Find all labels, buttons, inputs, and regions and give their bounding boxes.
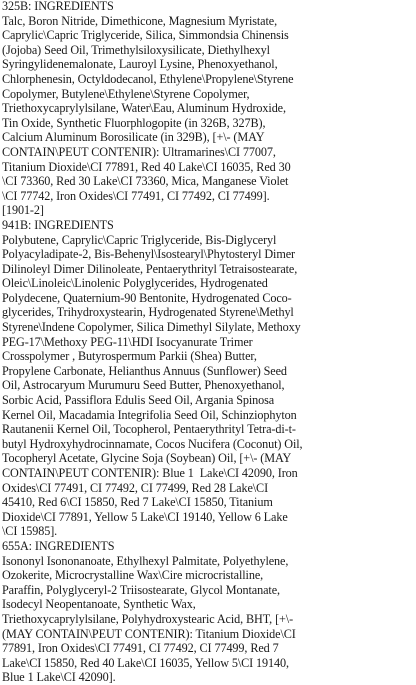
text-line: Caprylic\Capric Triglyceride, Silica, Simmondsia Chinensis xyxy=(2,28,289,43)
text-line: Polyacyladipate-2, Bis-Behenyl\Isostearyl\Phytosteryl Dimer xyxy=(2,247,295,262)
text-line: glycerides, Trihydroxystearin, Hydrogenated Styrene\Methyl xyxy=(2,305,294,320)
text-line: Sorbic Acid, Passiflora Edulis Seed Oil, Argania Spinosa xyxy=(2,393,275,408)
ingredients-document xyxy=(2,0,411,685)
text-line: (Jojoba) Seed Oil, Trimethylsiloxysilicate, Diethylhexyl xyxy=(2,42,270,57)
text-line: Copolymer, Butylene\Ethylene\Styrene Copolymer, xyxy=(2,86,250,101)
text-line: Kernel Oil, Macadamia Integrifolia Seed Oil, Schinziophyton xyxy=(2,407,297,422)
text-line: 77891, Iron Oxides\CI 77491, CI 77492, CI 77499, Red 7 xyxy=(2,641,279,656)
text-line: (MAY CONTAIN\PEUT CONTENIR): Titanium Dioxide\CI xyxy=(2,626,296,641)
text-line: \CI 73360, Red 30 Lake\CI 73360, Mica, Manganese Violet xyxy=(2,174,289,189)
text-line: Oil, Astrocaryum Murumuru Seed Butter, Phenoxyethanol, xyxy=(2,378,285,393)
text-line: Polybutene, Caprylic\Capric Triglyceride, Bis-Diglyceryl xyxy=(2,232,277,247)
text-line: Chlorphenesin, Octyldodecanol, Ethylene\Propylene\Styrene xyxy=(2,71,294,86)
text-line: Polydecene, Quaternium-90 Bentonite, Hydrogenated Coco- xyxy=(2,290,292,305)
text-line: Styrene\Indene Copolymer, Silica Dimethyl Silylate, Methoxy xyxy=(2,320,301,335)
text-line: PEG-17\Methoxy PEG-11\HDI Isocyanurate Trimer xyxy=(2,334,253,349)
text-line: Titanium Dioxide\CI 77891, Red 40 Lake\CI 16035, Red 30 xyxy=(2,159,291,174)
text-line: \CI 15985]. xyxy=(2,524,58,539)
text-line: CONTAIN\PEUT CONTENIR): Blue 1 Lake\CI 42090, Iron xyxy=(2,466,298,480)
text-line: Blue 1 Lake\CI 42090]. xyxy=(2,670,116,685)
text-line: Tin Oxide, Synthetic Fluorphlogopite (in 326B, 327B), xyxy=(2,115,266,130)
text-line: butyl Hydroxyhydrocinnamate, Cocos Nucifera (Coconut) Oil, xyxy=(2,436,303,451)
section-heading: 941B: INGREDIENTS xyxy=(2,217,114,232)
text-line: Calcium Aluminum Borosilicate (in 329B), [+\- (MAY xyxy=(2,130,265,145)
text-line: Tocopheryl Acetate, Glycine Soja (Soybean) Oil, [+\- (MAY xyxy=(2,451,292,466)
text-line: Isononyl Isononanoate, Ethylhexyl Palmitate, Polyethylene, xyxy=(2,553,289,568)
text-line: Dioxide\CI 77891, Yellow 5 Lake\CI 19140, Yellow 6 Lake xyxy=(2,509,288,524)
section-heading: 325B: INGREDIENTS xyxy=(2,0,114,13)
text-line: Oxides\CI 77491, CI 77492, CI 77499, Red 28 Lake\CI xyxy=(2,480,269,495)
text-line: Dilinoleyl Dimer Dilinoleate, Pentaerythrityl Tetraisostearate, xyxy=(2,261,298,276)
text-line: Triethoxycaprylylsilane, Polyhydroxystearic Acid, BHT, [+\- xyxy=(2,611,294,626)
text-line: 45410, Red 6\CI 15850, Red 7 Lake\CI 15850, Titanium xyxy=(2,495,273,510)
section-heading: 655A: INGREDIENTS xyxy=(2,538,115,553)
text-line: Propylene Carbonate, Helianthus Annuus (Sunflower) Seed xyxy=(2,363,287,378)
text-line: Paraffin, Polyglyceryl-2 Triisostearate, Glycol Montanate, xyxy=(2,582,280,597)
text-line: Lake\CI 15850, Red 40 Lake\CI 16035, Yellow 5\CI 19140, xyxy=(2,655,289,670)
text-line: Crosspolymer , Butyrospermum Parkii (Shea) Butter, xyxy=(2,349,257,364)
text-line: Syringylidenemalonate, Lauroyl Lysine, Phenoxyethanol, xyxy=(2,57,278,72)
text-line: Talc, Boron Nitride, Dimethicone, Magnesium Myristate, xyxy=(2,13,278,28)
text-line: Isodecyl Neopentanoate, Synthetic Wax, xyxy=(2,597,196,612)
text-line: Triethoxycaprylylsilane, Water\Eau, Aluminum Hydroxide, xyxy=(2,101,286,116)
text-line: Oleic\Linoleic\Linolenic Polyglycerides, Hydrogenated xyxy=(2,276,268,291)
text-line: [1901-2] xyxy=(2,203,44,218)
text-line: \CI 77742, Iron Oxides\CI 77491, CI 77492, CI 77499]. xyxy=(2,188,270,203)
text-line: Rautanenii Kernel Oil, Tocopherol, Pentaerythrityl Tetra-di-t- xyxy=(2,422,296,437)
text-line: CONTAIN\PEUT CONTENIR): Ultramarines\CI 77007, xyxy=(2,144,276,159)
text-line: Ozokerite, Microcrystalline Wax\Cire microcristalline, xyxy=(2,568,264,583)
